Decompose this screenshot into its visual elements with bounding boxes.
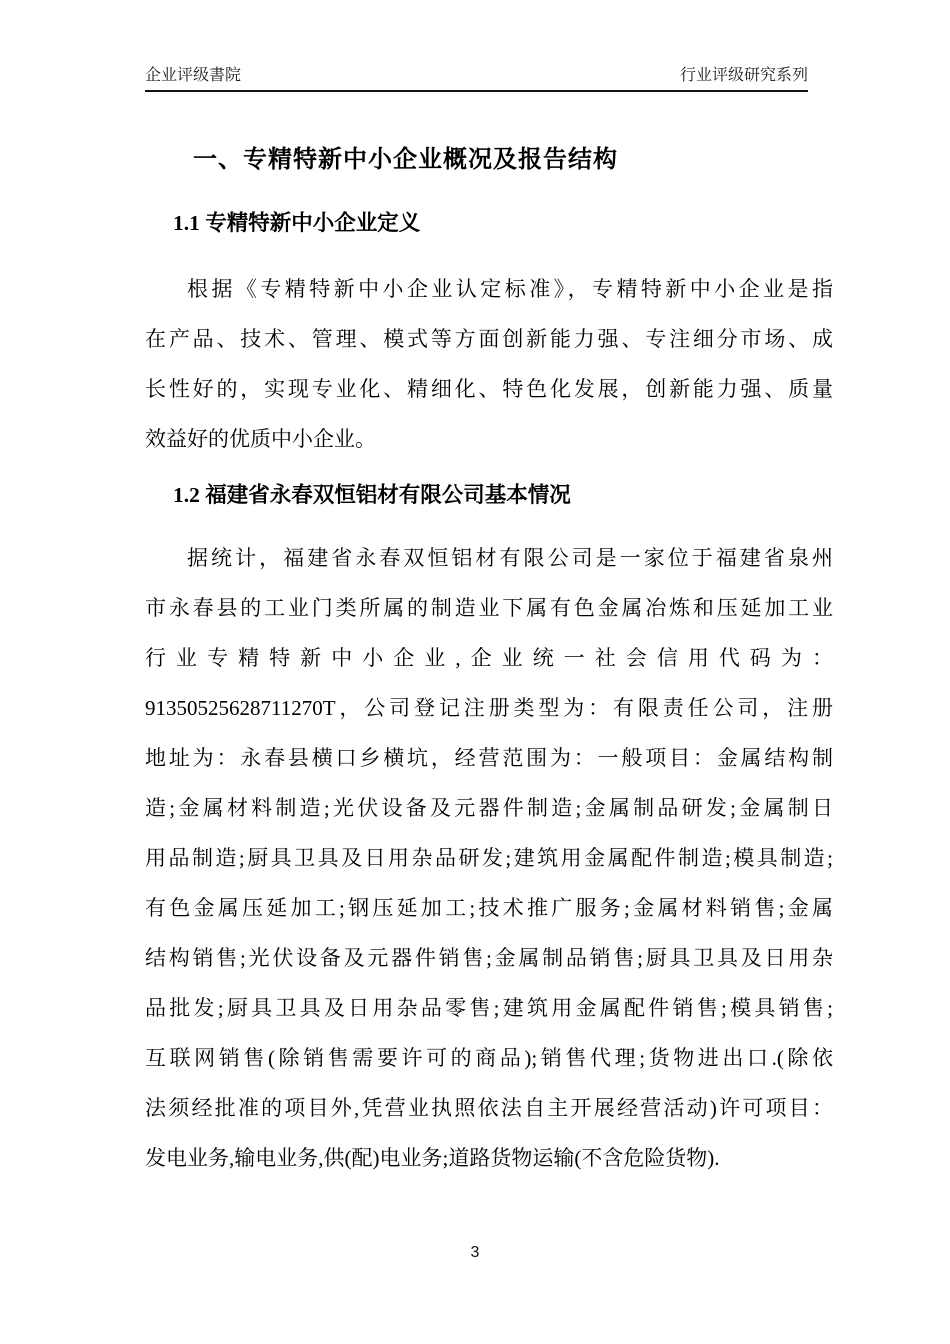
body-line: 根据《专精特新中小企业认定标准》，专精特新中小企业是指 (187, 277, 833, 301)
subsection-heading-1-1: 1.1 专精特新中小企业定义 (173, 211, 421, 235)
subsection-heading-1-2: 1.2 福建省永春双恒铝材有限公司基本情况 (173, 483, 571, 507)
body-line: 结构销售;光伏设备及元器件销售;金属制品销售;厨具卫具及日用杂 (145, 946, 833, 970)
body-line: 地址为：永春县横口乡横坑，经营范围为：一般项目：金属结构制 (145, 746, 833, 770)
body-line: 有色金属压延加工;钢压延加工;技术推广服务;金属材料销售;金属 (145, 896, 833, 920)
paragraph-company-profile (145, 533, 833, 1183)
body-line: 发电业务,输电业务,供(配)电业务;道路货物运输(不含危险货物). (145, 1146, 720, 1170)
body-line: 互联网销售(除销售需要许可的商品);销售代理;货物进出口.(除依 (145, 1046, 833, 1070)
body-line: 在产品、技术、管理、模式等方面创新能力强、专注细分市场、成 (145, 327, 833, 351)
paragraph-definition (145, 264, 833, 464)
page-header (145, 62, 808, 92)
body-line: 行业专精特新中小企业,企业统一社会信用代码为： (145, 646, 833, 670)
section-title: 一、专精特新中小企业概况及报告结构 (193, 147, 618, 173)
header-left-text: 企业评级書院 (145, 67, 242, 84)
body-line: 市永春县的工业门类所属的制造业下属有色金属冶炼和压延加工业 (145, 596, 833, 620)
body-line: 用品制造;厨具卫具及日用杂品研发;建筑用金属配件制造;模具制造; (145, 846, 833, 870)
body-line: 品批发;厨具卫具及日用杂品零售;建筑用金属配件销售;模具销售; (145, 996, 833, 1020)
body-line: 效益好的优质中小企业。 (145, 427, 376, 451)
body-line: 造;金属材料制造;光伏设备及元器件制造;金属制品研发;金属制日 (145, 796, 833, 820)
body-line: 法须经批准的项目外,凭营业执照依法自主开展经营活动)许可项目： (145, 1096, 833, 1120)
page-number: 3 (470, 1244, 480, 1261)
body-line: 91350525628711270T，公司登记注册类型为：有限责任公司，注册 (145, 696, 833, 720)
body-line: 据统计，福建省永春双恒铝材有限公司是一家位于福建省泉州 (187, 546, 833, 570)
header-right-text: 行业评级研究系列 (679, 67, 808, 84)
body-line: 长性好的，实现专业化、精细化、特色化发展，创新能力强、质量 (145, 377, 833, 401)
